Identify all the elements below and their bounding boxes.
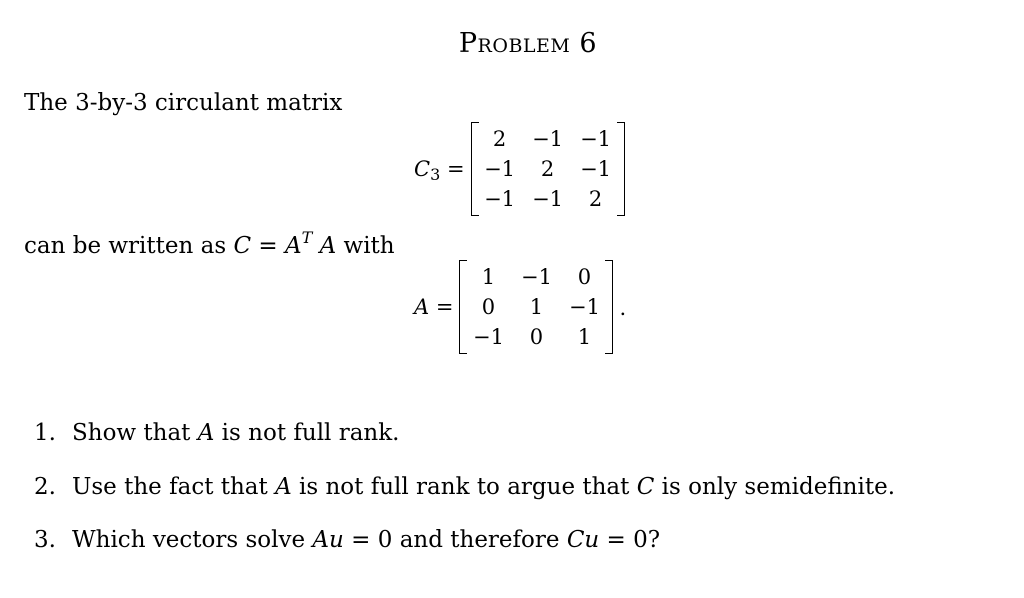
matrix-a-cell: −1	[472, 325, 504, 349]
question-text: Which vectors solve	[72, 527, 313, 553]
matrix-c-cell: 2	[492, 127, 507, 151]
question-text: = 0 and therefore	[343, 527, 567, 553]
question-text: is not full rank.	[214, 420, 400, 446]
matrix-a-brackets	[459, 260, 613, 354]
matrix-c-cell: −1	[580, 157, 612, 181]
matrix-c-subscript: 3	[430, 165, 441, 184]
question-text: is not full rank to argue that	[291, 474, 637, 500]
question-number: 1.	[34, 420, 56, 446]
matrix-a-label	[414, 295, 453, 319]
matrix-a-cell: 0	[529, 325, 544, 349]
matrix-a-grid	[465, 260, 607, 354]
matrix-c-cell: −1	[484, 187, 516, 211]
intro-line-1: The 3-by-3 circulant matrix	[24, 90, 343, 116]
matrix-a-cell: 1	[577, 325, 592, 349]
matrix-c-symbol: C	[414, 157, 431, 181]
question-symbol: A	[197, 420, 215, 446]
matrix-c-cell: 2	[588, 187, 603, 211]
intro-symbol-a-2: A	[319, 233, 337, 259]
matrix-a-cell: 1	[529, 295, 544, 319]
matrix-a-cell: −1	[568, 295, 600, 319]
matrix-a-symbol: A	[414, 295, 430, 319]
question-item-1	[34, 420, 400, 446]
problem-title: Problem 6	[458, 28, 598, 59]
intro-equals: =	[251, 233, 285, 259]
question-item-2	[34, 474, 895, 500]
intro-text	[24, 90, 342, 116]
question-symbol: A	[275, 474, 292, 500]
intro-transpose: T	[301, 228, 313, 247]
matrix-a-period: .	[619, 296, 627, 320]
matrix-c-grid	[477, 122, 619, 216]
matrix-c-cell: −1	[532, 127, 564, 151]
question-item-3	[34, 527, 660, 553]
intro-symbol-a: A	[284, 233, 302, 259]
matrix-a-cell: 0	[577, 265, 592, 289]
matrix-c-cell: −1	[484, 157, 516, 181]
matrix-c-brackets	[471, 122, 625, 216]
question-symbol: Cu	[566, 527, 600, 553]
question-text: = 0?	[599, 527, 661, 553]
matrix-c-cell: −1	[532, 187, 564, 211]
question-number: 3.	[34, 527, 56, 553]
matrix-a-display	[414, 260, 626, 354]
intro-symbol-c: C	[233, 233, 252, 259]
matrix-a-cell: 0	[481, 295, 496, 319]
question-number: 2.	[34, 474, 56, 500]
matrix-c-cell: −1	[580, 127, 612, 151]
matrix-c-label	[414, 157, 465, 184]
matrix-c-display	[414, 122, 625, 216]
question-text: is only semidefinite.	[654, 474, 896, 500]
intro-line-2-prefix: can be written as	[24, 233, 234, 259]
intro-text-2	[24, 228, 395, 259]
matrix-c-cell: 2	[540, 157, 555, 181]
question-text: Use the fact that	[72, 474, 276, 500]
matrix-a-cell: −1	[520, 265, 552, 289]
question-symbol: C	[636, 474, 655, 500]
matrix-c-equals: =	[440, 157, 465, 181]
question-symbol: Au	[312, 527, 344, 553]
matrix-a-cell: 1	[481, 265, 496, 289]
question-text: Show that	[72, 420, 198, 446]
matrix-a-equals: =	[429, 295, 454, 319]
intro-line-2-suffix: with	[336, 233, 395, 259]
